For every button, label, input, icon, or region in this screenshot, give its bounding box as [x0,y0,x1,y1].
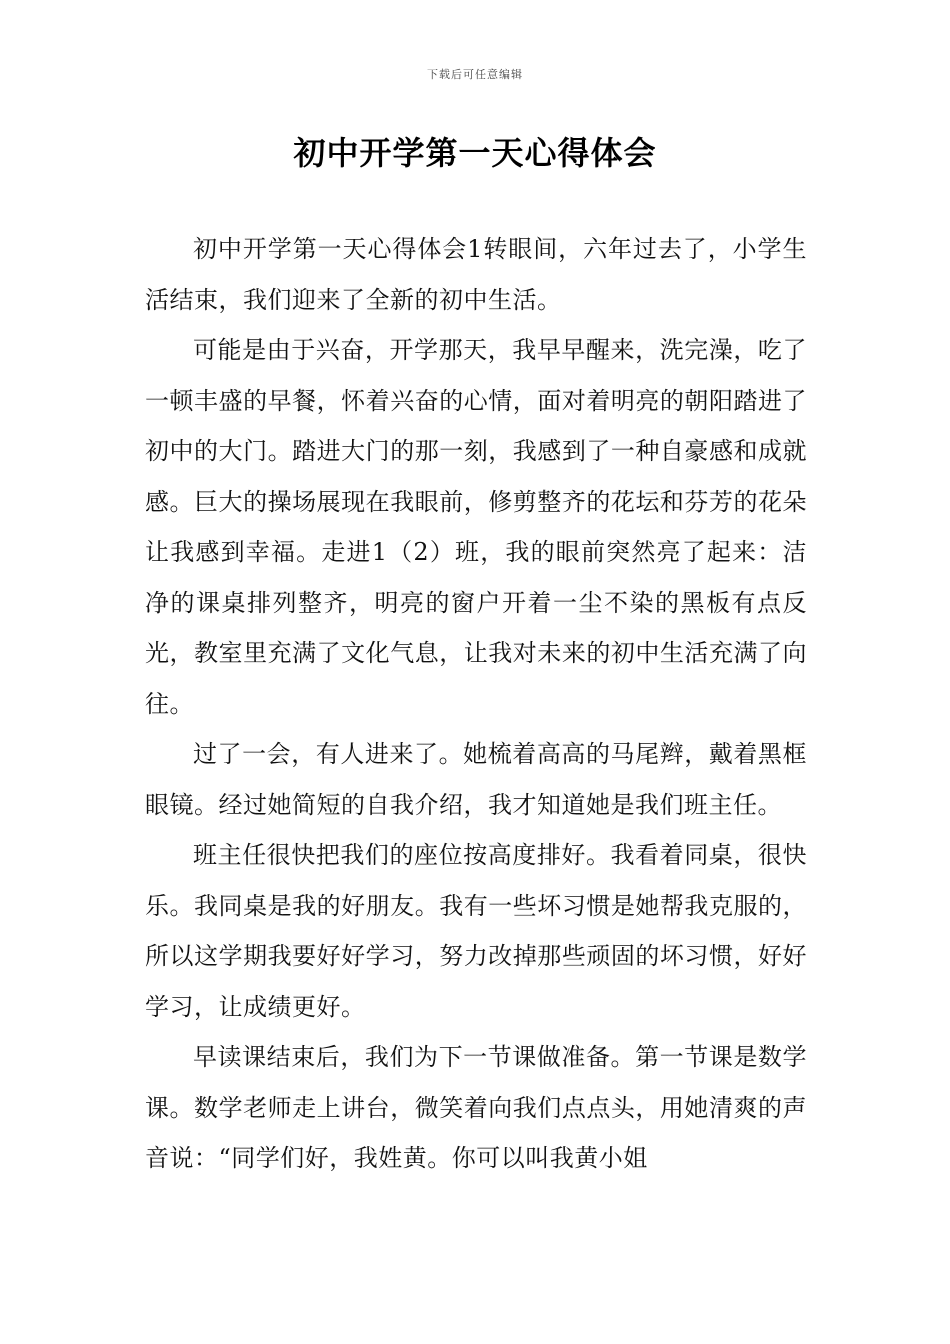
paragraph: 初中开学第一天心得体会1转眼间，六年过去了，小学生活结束，我们迎来了全新的初中生活。 [145,235,807,314]
paragraph: 可能是由于兴奋，开学那天，我早早醒来，洗完澡，吃了一顿丰盛的早餐，怀着兴奋的心情，面对着明亮的朝阳踏进了初中的大门。踏进大门的那一刻，我感到了一种自豪感和成就感。巨大的操场展现在我眼前，修剪整齐的花坛和芬芳的花朵让我感到幸福。走进1（2）班，我的眼前突然亮了起来：洁净的课桌排列整齐，明亮的窗户开着一尘不染的黑板有点反光，教室里充满了文化气息，让我对未来的初中生活充满了向往。 [145,336,807,718]
document-body [145,224,807,1184]
paragraph: 过了一会，有人进来了。她梳着高高的马尾辫，戴着黑框眼镜。经过她简短的自我介绍，我才知道她是我们班主任。 [145,740,807,819]
header-note: 下载后可任意编辑 [427,68,523,81]
paragraph: 班主任很快把我们的座位按高度排好。我看着同桌，很快乐。我同桌是我的好朋友。我有一些坏习惯是她帮我克服的，所以这学期我要好好学习，努力改掉那些顽固的坏习惯，好好学习，让成绩更好。 [145,841,807,1021]
document-title: 初中开学第一天心得体会 [293,134,657,172]
paragraph: 早读课结束后，我们为下一节课做准备。第一节课是数学课。数学老师走上讲台，微笑着向我们点点头，用她清爽的声音说：“同学们好，我姓黄。你可以叫我黄小姐 [145,1043,807,1172]
